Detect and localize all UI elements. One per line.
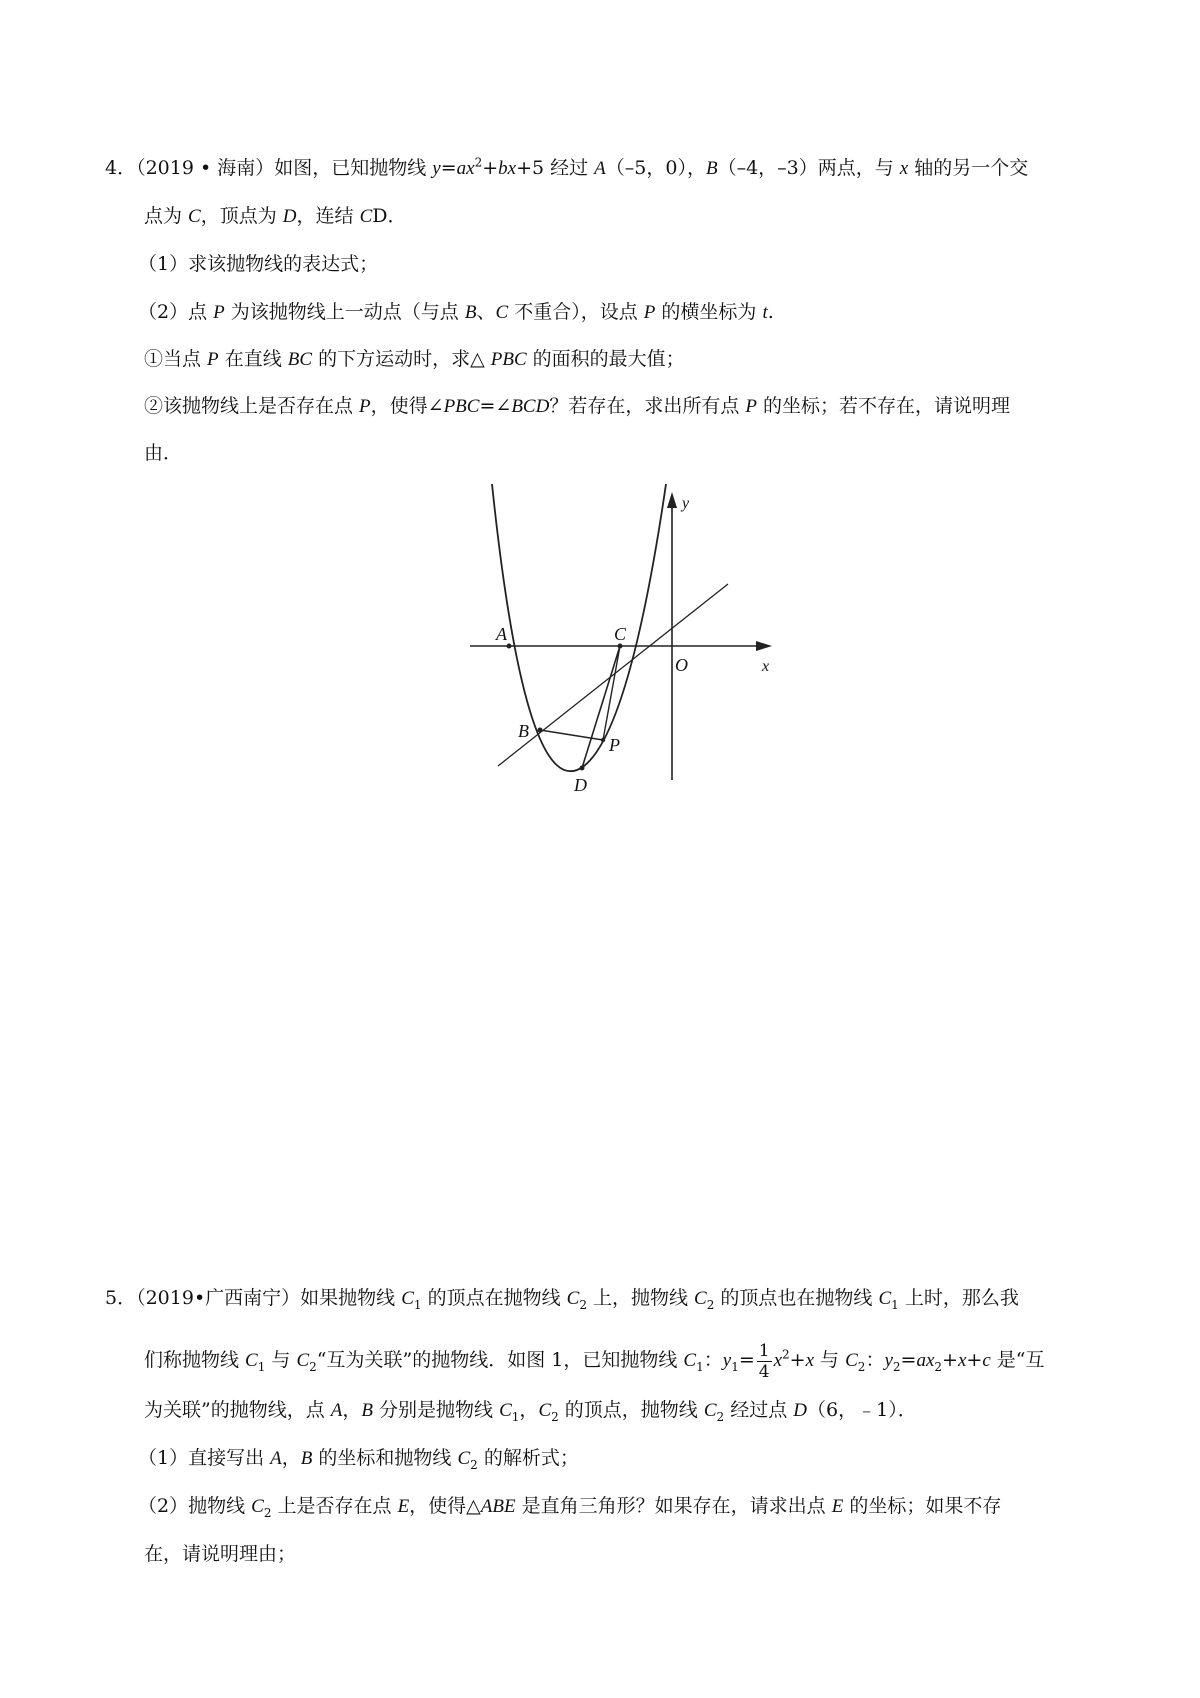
q5-part-1 [138,1446,579,1471]
var-ax: ax [456,158,475,179]
text: . [767,301,774,323]
text: 为该抛物线上一动点（与点 [224,301,465,323]
var-A: A [330,1400,343,1421]
q4-line-1 [105,156,1028,181]
exponent: 2 [782,1347,790,1362]
var-P: P [207,349,219,370]
text: ，连结 [296,205,360,227]
exponent: 2 [474,155,483,170]
text: （–4，–3）两点，与 [717,157,900,179]
text: 的坐标；如果不存 [843,1495,1002,1517]
q5-line-3 [144,1398,917,1423]
point-p [601,738,605,742]
var-B: B [361,1400,373,1421]
var-C: C [878,1288,892,1309]
var-x: x [805,1350,815,1371]
text: （2）点 [138,301,214,323]
text: 上是否存在点 [271,1495,398,1517]
text: ①当点 [144,348,208,370]
point-a [507,644,512,649]
text: ，使得∠ [370,395,444,417]
text: 经过点 [724,1399,794,1421]
label-x: x [762,658,770,675]
text: + [482,157,499,179]
var-C: C [538,1400,552,1421]
var-y: y [432,158,441,179]
label-a: A [496,624,507,644]
var-PBC: PBC [443,396,480,417]
text: （1）求该抛物线的表达式； [138,253,379,275]
text: = [738,1349,755,1371]
q4-part-2-2-cont [144,441,182,465]
text: 的解析式； [477,1447,579,1469]
var-PBC: PBC [490,349,527,370]
q5-line-2 [144,1338,1045,1383]
text: 的顶点也在抛物线 [714,1287,879,1309]
point-b [538,728,543,733]
text: 分别是抛物线 [373,1399,500,1421]
subscript: 2 [857,1359,866,1374]
var-C: C [499,1400,512,1421]
text: ， [281,1447,301,1469]
text: ②该抛物线上是否存在点 [144,395,360,417]
var-t: t [762,302,768,323]
text: 上，抛物线 [586,1287,695,1309]
var-A: A [594,158,606,179]
var-c: c [982,1350,991,1371]
var-D: D [282,206,297,227]
parabola-figure [460,480,790,800]
q5-line-1 [105,1286,1019,1311]
q4-part-2-2 [144,394,1010,419]
text: 的面积的最大值； [526,348,685,370]
var-ABE: ABE [480,1496,516,1517]
text: （–5，0）， [605,157,706,179]
text: （2）抛物线 [138,1495,252,1517]
subscript: 1 [413,1297,422,1312]
var-x: x [899,158,909,179]
var-C: C [845,1350,858,1371]
var-C: C [495,302,509,323]
var-C: C [251,1496,264,1517]
text: ： [703,1349,723,1371]
text: 由． [144,442,183,464]
fraction-denominator: 4 [758,1361,770,1382]
text: 轴的另一个交 [908,157,1029,179]
q5-number: 5． [105,1287,137,1309]
text: 上时，那么我 [898,1287,1019,1309]
var-C: C [401,1288,414,1309]
var-C: C [703,1400,717,1421]
var-B: B [464,302,477,323]
y-axis-arrow [667,492,677,508]
text: 的坐标；若不存在，请说明理 [756,395,1011,417]
text: 们称抛物线 [144,1349,246,1371]
text: 的顶点，抛物线 [558,1399,704,1421]
subscript: 2 [551,1409,559,1424]
text: ： [865,1349,885,1371]
text: 是直角三角形？如果存在，请求出点 [515,1495,832,1517]
var-C: C [457,1448,471,1469]
q4-part-2-1 [144,347,685,372]
subscript: 2 [470,1457,478,1472]
subscript: 2 [309,1359,317,1374]
text: + [789,1349,806,1371]
text: 的下方运动时，求△ [312,348,491,370]
label-d: D [574,775,587,795]
q4-number: 4． [105,157,137,179]
fraction-one-quarter [757,1341,772,1382]
var-E: E [397,1496,410,1517]
subscript: 1 [891,1297,899,1312]
text: = [900,1349,917,1371]
label-b: B [518,721,529,741]
var-P: P [643,302,656,323]
text: ， [342,1399,362,1421]
subscript: 2 [706,1297,715,1312]
q5-part-2-cont [144,1542,296,1566]
text: （6，﹣1）． [807,1399,917,1421]
var-P: P [213,302,225,323]
var-BC: BC [287,349,313,370]
q4-part-1 [138,252,378,276]
var-C: C [359,206,373,227]
subscript: 1 [731,1359,739,1374]
text: 点为 [144,205,189,227]
var-B: B [300,1448,313,1469]
text: 如果抛物线 [300,1287,402,1309]
subscript: 2 [934,1359,943,1374]
subscript: 1 [511,1409,520,1424]
q4-line-2 [144,204,406,229]
fraction-numerator: 1 [758,1340,770,1361]
subscript: 2 [892,1359,901,1374]
q5-source: （2019•广西南宁） [136,1287,301,1309]
text: =∠ [479,395,512,417]
text: 的坐标和抛物线 [312,1447,458,1469]
var-P: P [359,396,371,417]
text: 与 [265,1349,297,1371]
text: 与 [814,1349,846,1371]
var-x: x [957,1350,967,1371]
text: 的横坐标为 [655,301,763,323]
q5-part-2 [138,1494,1001,1519]
text: ， [519,1399,539,1421]
text: 在直线 [218,348,288,370]
text: 的顶点在抛物线 [421,1287,567,1309]
x-axis-arrow [756,641,772,651]
var-ax: ax [916,1350,935,1371]
var-B: B [705,158,718,179]
var-y: y [884,1350,893,1371]
text: 为关联”的抛物线，点 [144,1399,331,1421]
var-C: C [296,1350,310,1371]
label-c: C [614,624,627,644]
var-D: D [793,1400,808,1421]
text: ，使得△ [409,1495,481,1517]
text: “互为关联”的抛物线．如图 1，已知抛物线 [316,1349,684,1371]
text: （1）直接写出 [138,1447,271,1469]
subscript: 1 [257,1359,266,1374]
q4-part-2 [138,300,774,325]
subscript: 2 [579,1297,587,1312]
label-y: y [682,495,690,512]
var-A: A [270,1448,282,1469]
text: D． [372,205,407,227]
text: 是“互 [990,1349,1045,1371]
q4-source: （2019 • 海南） [136,157,275,179]
text: = [440,157,457,179]
label-p: P [609,735,620,755]
var-C: C [188,206,201,227]
var-C: C [683,1350,697,1371]
var-E: E [831,1496,844,1517]
var-C: C [245,1350,258,1371]
point-d [580,766,585,771]
var-BCD: BCD [511,396,550,417]
subscript: 2 [716,1409,725,1424]
text: + [966,1349,983,1371]
text: 、 [476,301,496,323]
var-x: x [773,1350,783,1371]
text: 在，请说明理由； [144,1543,297,1565]
text: ？若存在，求出所有点 [549,395,746,417]
point-c [618,644,623,649]
var-bx: bx [498,158,517,179]
var-y: y [722,1350,732,1371]
var-C: C [566,1288,580,1309]
text: 如图，已知抛物线 [274,157,433,179]
var-C: C [694,1288,707,1309]
text: 不重合），设点 [508,301,644,323]
subscript: 2 [263,1505,272,1520]
text: ，顶点为 [200,205,283,227]
subscript: 1 [696,1359,704,1374]
text: +5 经过 [516,157,595,179]
var-P: P [745,396,757,417]
text: + [942,1349,958,1371]
label-o: O [675,655,688,675]
